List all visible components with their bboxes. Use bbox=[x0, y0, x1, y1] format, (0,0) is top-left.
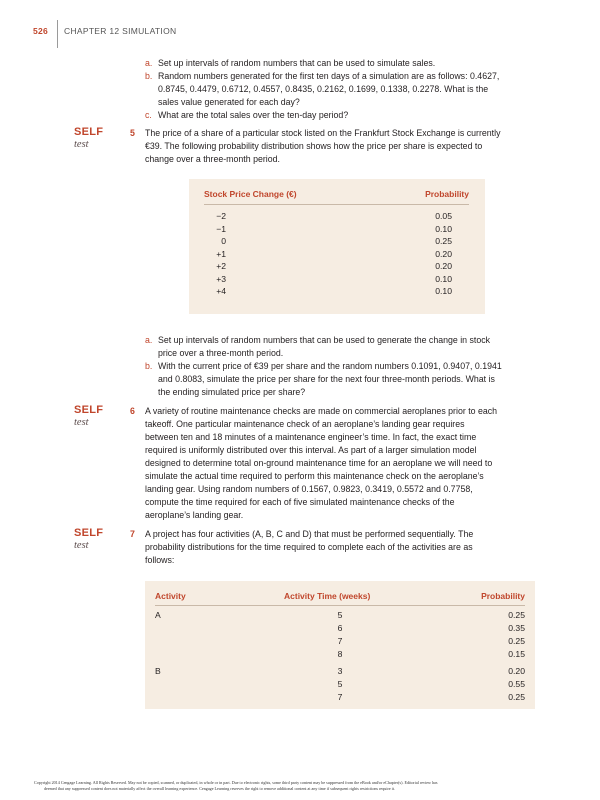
header-divider bbox=[57, 20, 58, 48]
q4-part-a-text: Set up intervals of random numbers that can be used to simulate sales. bbox=[158, 58, 436, 68]
table-header-activity-time: Activity Time (weeks) bbox=[284, 591, 371, 601]
table-header-rule bbox=[155, 605, 525, 606]
self-label: SELF bbox=[74, 404, 104, 416]
table-cell-probability: 0.35 bbox=[508, 623, 525, 633]
test-label: test bbox=[74, 417, 89, 428]
table-cell-probability: 0.05 bbox=[435, 211, 452, 221]
table-cell-probability: 0.20 bbox=[508, 666, 525, 676]
q4-part-c-label: c. bbox=[145, 110, 152, 120]
table-cell-change: −1 bbox=[216, 223, 226, 234]
q6-line: A variety of routine maintenance checks are made on commercial aeroplanes prior to each bbox=[145, 406, 498, 416]
table-cell-time: 7 bbox=[337, 636, 343, 646]
table-cell-change: 0 bbox=[221, 236, 226, 246]
q4-part-b-label: b. bbox=[145, 71, 153, 81]
q5-part-a-label: a. bbox=[145, 335, 153, 345]
table-header-change: Stock Price Change (€) bbox=[204, 189, 297, 199]
q5-line1: The price of a share of a particular stock listed on the Frankfurt Stock Exchange is currently bbox=[145, 128, 501, 138]
table-cell-probability: 0.25 bbox=[508, 692, 525, 702]
self-label: SELF bbox=[74, 527, 104, 539]
table-cell-probability: 0.10 bbox=[435, 286, 452, 296]
table-cell-probability: 0.25 bbox=[508, 636, 525, 646]
q6-line: between ten and 18 minutes of a maintenance engineer’s time. In fact, the exact time bbox=[145, 432, 477, 442]
q5-part-b-line2: and 0.8083, simulate the price per share for the next four three-month periods. What is bbox=[158, 374, 495, 384]
copyright-line: deemed that any suppressed content does not materially affect the overall learning experience. Cengage Learning reserves the right to remove additional content at any time if subsequent rights restrictions require it. bbox=[44, 786, 395, 791]
q7-line: probability distributions for the time required to complete each of the activities are as bbox=[145, 542, 473, 552]
table-cell-probability: 0.15 bbox=[508, 649, 525, 659]
table-cell-time: 3 bbox=[337, 666, 343, 676]
table-cell-change: +1 bbox=[216, 248, 226, 259]
q6-line: landing gear. Using random numbers of 0.1567, 0.9823, 0.3419, 0.5572 and 0.7758, bbox=[145, 484, 473, 494]
q6-line: required is uniformly distributed over this interval. As part of a larger simulation model bbox=[145, 445, 477, 455]
table-cell-time: 5 bbox=[337, 679, 343, 689]
table-cell-change: +3 bbox=[216, 273, 226, 284]
test-label: test bbox=[74, 540, 89, 551]
q4-part-a-label: a. bbox=[145, 58, 153, 68]
table-cell-change: +4 bbox=[216, 286, 226, 296]
copyright-line: Copyright 2014 Cengage Learning. All Rights Reserved. May not be copied, scanned, or duplicated, in whole or in part. Due to electronic rights, some third party content may be suppressed from the eBook and/or eChapter(s). Editorial review has bbox=[34, 780, 438, 785]
q6-line: simulate the actual time required to perform this maintenance check on the aeroplane’s bbox=[145, 471, 484, 481]
table-header-probability: Probability bbox=[481, 591, 525, 601]
q7-line: A project has four activities (A, B, C and D) that must be performed sequentially. The bbox=[145, 529, 474, 539]
q6-line: compute the time required for each of five simulated maintenance checks of the bbox=[145, 497, 455, 507]
table-cell-probability: 0.20 bbox=[435, 248, 452, 259]
q4-part-c-text: What are the total sales over the ten-day period? bbox=[158, 110, 349, 120]
table-header-probability: Probability bbox=[425, 189, 469, 199]
q5-part-b-label: b. bbox=[145, 361, 153, 371]
self-label: SELF bbox=[74, 126, 104, 138]
stock-price-table bbox=[189, 179, 485, 314]
table-cell-time: 6 bbox=[337, 623, 343, 633]
table-cell-activity: A bbox=[155, 610, 161, 620]
q4-part-b-line1: Random numbers generated for the first ten days of a simulation are as follows: 0.4627, bbox=[158, 71, 500, 81]
q6-number: 6 bbox=[130, 406, 135, 416]
q6-line: aeroplane’s landing gear. bbox=[145, 510, 244, 520]
q7-line: follows: bbox=[145, 555, 175, 565]
q5-part-a-line2: price over a three-month period. bbox=[158, 348, 284, 358]
chapter-title: CHAPTER 12 SIMULATION bbox=[64, 26, 177, 36]
q5-part-b-line3: the ending simulated price per share? bbox=[158, 387, 306, 397]
table-header-rule bbox=[204, 204, 469, 205]
q5-part-a-line1: Set up intervals of random numbers that can be used to generate the change in stock bbox=[158, 335, 491, 345]
q5-line2: €39. The following probability distribution shows how the price per share is expected to bbox=[145, 141, 483, 151]
q5-part-b-line1: With the current price of €39 per share and the random numbers 0.1091, 0.9407, 0.1941 bbox=[158, 361, 502, 371]
table-header-activity: Activity bbox=[155, 591, 186, 601]
test-label: test bbox=[74, 139, 89, 150]
q6-line: takeoff. One particular maintenance check of an aeroplane’s landing gear requires bbox=[145, 419, 465, 429]
copyright-footer bbox=[34, 780, 574, 792]
q6-line: designed to determine total on-ground maintenance time for an aeroplane we will need to bbox=[145, 458, 493, 468]
page-number: 526 bbox=[33, 26, 49, 36]
q7-number: 7 bbox=[130, 529, 135, 539]
table-cell-time: 8 bbox=[337, 649, 343, 659]
q4-part-b-line3: sales value generated for each day? bbox=[158, 97, 300, 107]
table-cell-probability: 0.10 bbox=[435, 223, 452, 234]
table-cell-probability: 0.55 bbox=[508, 679, 525, 689]
table-cell-change: +2 bbox=[216, 261, 226, 271]
table-cell-time: 7 bbox=[337, 692, 343, 702]
table-cell-activity: B bbox=[155, 666, 161, 676]
table-cell-change: −2 bbox=[216, 211, 226, 221]
table-cell-probability: 0.10 bbox=[435, 273, 452, 284]
table-cell-probability: 0.20 bbox=[435, 261, 452, 271]
table-cell-time: 5 bbox=[337, 610, 343, 620]
table-cell-probability: 0.25 bbox=[435, 236, 452, 246]
table-cell-probability: 0.25 bbox=[508, 610, 525, 620]
q5-number: 5 bbox=[130, 128, 135, 138]
q4-part-b-line2: 0.8745, 0.4479, 0.6712, 0.4557, 0.8435, 0.2162, 0.1699, 0.1338, 0.2278. What is the bbox=[158, 84, 489, 94]
activity-table bbox=[145, 581, 535, 709]
q5-line3: change over a three-month period. bbox=[145, 154, 280, 164]
